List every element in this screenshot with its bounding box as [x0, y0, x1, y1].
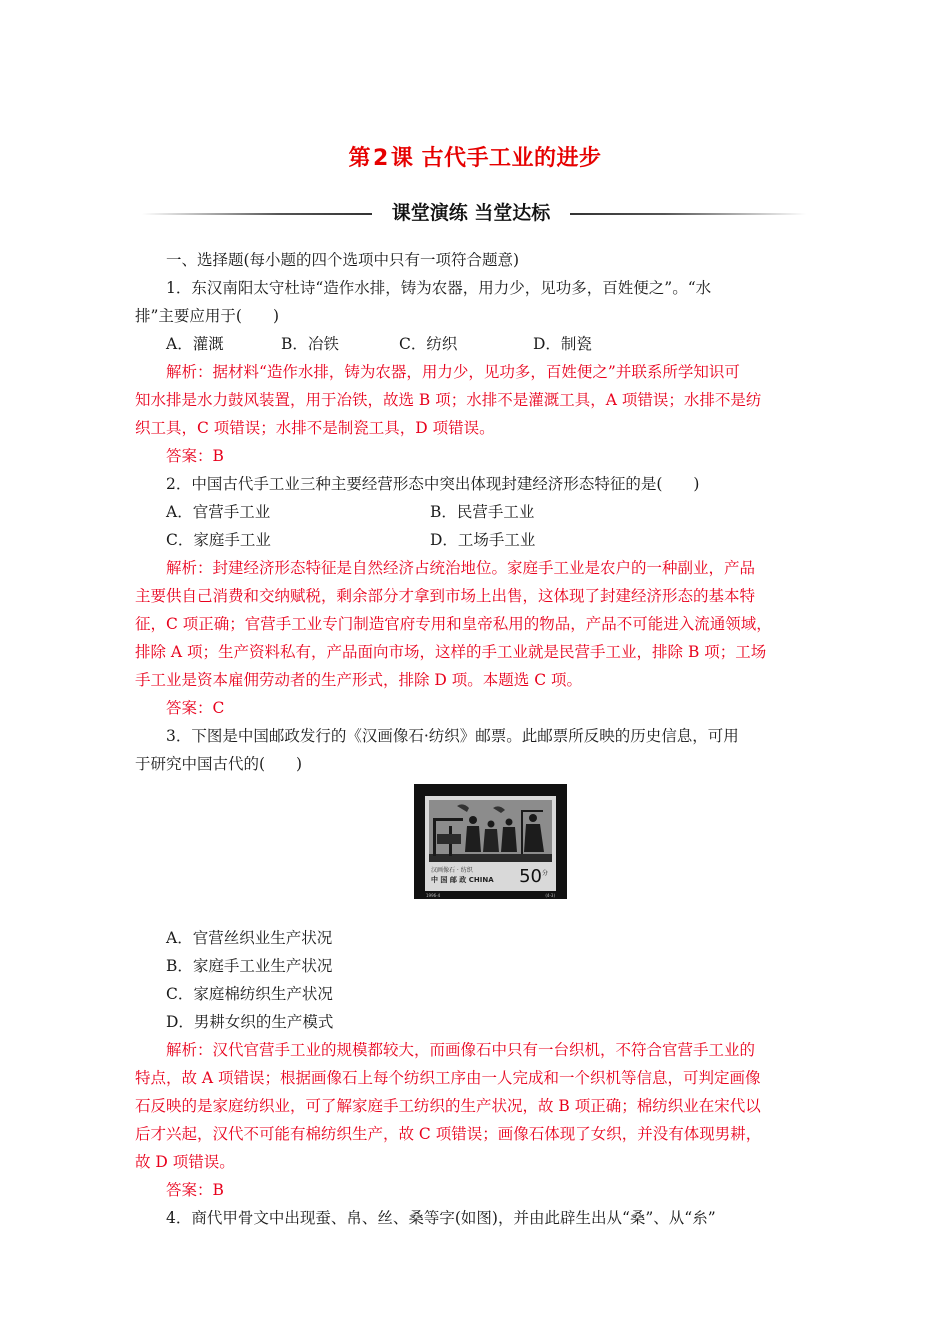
option-a: A．官营丝织业生产状况 [166, 929, 333, 947]
exercise-content [135, 246, 815, 1232]
option-d: D．男耕女织的生产模式 [166, 1013, 334, 1031]
analysis-cont: 织工具，C 项错误；水排不是制瓷工具，D 项错误。 [135, 419, 495, 437]
option-b: B．家庭手工业生产状况 [166, 957, 333, 975]
stamp-value-unit: 分 [541, 870, 548, 877]
weaving-scene-image [429, 800, 552, 862]
analysis-cont: 手工业是资本雇佣劳动者的生产形式，排除 D 项。本题选 C 项。 [135, 671, 582, 689]
analysis-cont: 征，C 项正确；官营手工业专门制造官府专用和皇帝私用的物品，产品不可能进入流通领域， [135, 615, 772, 633]
stamp-value-number: 50 [519, 866, 542, 887]
option-d: D．制瓷 [533, 335, 592, 353]
analysis: 解析：据材料“造作水排，铸为农器，用力少，见功多，百姓便之”并联系所学知识可 [166, 363, 740, 381]
option-row [135, 330, 815, 358]
analysis-cont: 排除 A 项；生产资料私有，产品面向市场，这样的手工业就是民营手工业，排除 B 项；工场 [135, 643, 767, 661]
question-2 [135, 470, 815, 722]
question-stem: 4．商代甲骨文中出现蚕、帛、丝、桑等字(如图)，并由此辟生出从“桑”、从“糸” [166, 1209, 716, 1227]
stamp-code-left: 1996-4 [426, 893, 441, 898]
option-c: C．家庭棉纺织生产状况 [166, 985, 333, 1003]
analysis: 解析：封建经济形态特征是自然经济占统治地位。家庭手工业是农户的一种副业，产品 [166, 559, 756, 577]
question-1 [135, 274, 815, 470]
answer: 答案：C [166, 699, 225, 717]
stamp-face [425, 796, 556, 891]
option-d: D．工场手工业 [430, 531, 536, 549]
question-stem-cont: 排”主要应用于( ) [135, 307, 280, 325]
section-divider [142, 198, 806, 228]
question-stem: 3．下图是中国邮政发行的《汉画像石·纺织》邮票。此邮票所反映的历史信息，可用 [166, 727, 739, 745]
option-c: C．家庭手工业 [166, 531, 271, 549]
stamp-code-right: (4-3) [545, 893, 555, 898]
analysis-cont: 故 D 项错误。 [135, 1153, 235, 1171]
stamp-value [519, 866, 548, 887]
answer: 答案：B [166, 447, 224, 465]
option-row [135, 498, 815, 526]
divider-line-right [570, 213, 806, 215]
lesson-title [0, 141, 950, 172]
question-stem: 2．中国古代手工业三种主要经营形态中突出体现封建经济形态特征的是( ) [166, 475, 700, 493]
option-a: A．官营手工业 [166, 503, 271, 521]
title-prefix: 第 [348, 146, 372, 171]
analysis-cont: 后才兴起，汉代不可能有棉纺织生产，故 C 项错误；画像石体现了女织，并没有体现男耕， [135, 1125, 762, 1143]
question-stem: 1．东汉南阳太守杜诗“造作水排，铸为农器，用力少，见功多，百姓便之”。“水 [166, 279, 712, 297]
question-stem-cont: 于研究中国古代的( ) [135, 755, 303, 773]
option-b: B．冶铁 [281, 335, 339, 353]
section-heading: 课堂演练 当堂达标 [391, 202, 551, 224]
stamp-issuer: 中 国 邮 政 CHINA [431, 876, 494, 884]
analysis-cont: 石反映的是家庭纺织业，可了解家庭手工纺织的生产状况，故 B 项正确；棉纺织业在宋代以 [135, 1097, 761, 1115]
question-4 [135, 1204, 815, 1232]
option-row [135, 526, 815, 554]
title-text: 课 古代手工业的进步 [390, 146, 602, 171]
part-heading: 一、选择题(每小题的四个选项中只有一项符合题意) [166, 251, 520, 269]
option-a: A．灌溉 [166, 335, 224, 353]
option-b: B．民营手工业 [430, 503, 535, 521]
question-3 [135, 722, 815, 1204]
analysis-cont: 知水排是水力鼓风装置，用于冶铁，故选 B 项；水排不是灌溉工具，A 项错误；水排不是纺 [135, 391, 762, 409]
analysis: 解析：汉代官营手工业的规模都较大，而画像石中只有一台织机，不符合官营手工业的 [166, 1041, 756, 1059]
answer: 答案：B [166, 1181, 224, 1199]
postage-stamp-image [414, 784, 567, 899]
analysis-cont: 主要供自己消费和交纳赋税，剩余部分才拿到市场上出售，这体现了封建经济形态的基本特 [135, 587, 756, 605]
stamp-caption: 汉画像石 · 纺织 [431, 867, 473, 874]
option-c: C．纺织 [399, 335, 458, 353]
analysis-cont: 特点，故 A 项错误；根据画像石上每个纺织工序由一人完成和一个织机等信息，可判定画像 [135, 1069, 761, 1087]
figure [135, 784, 815, 920]
divider-line-left [142, 213, 372, 215]
title-number: 2 [373, 146, 389, 171]
